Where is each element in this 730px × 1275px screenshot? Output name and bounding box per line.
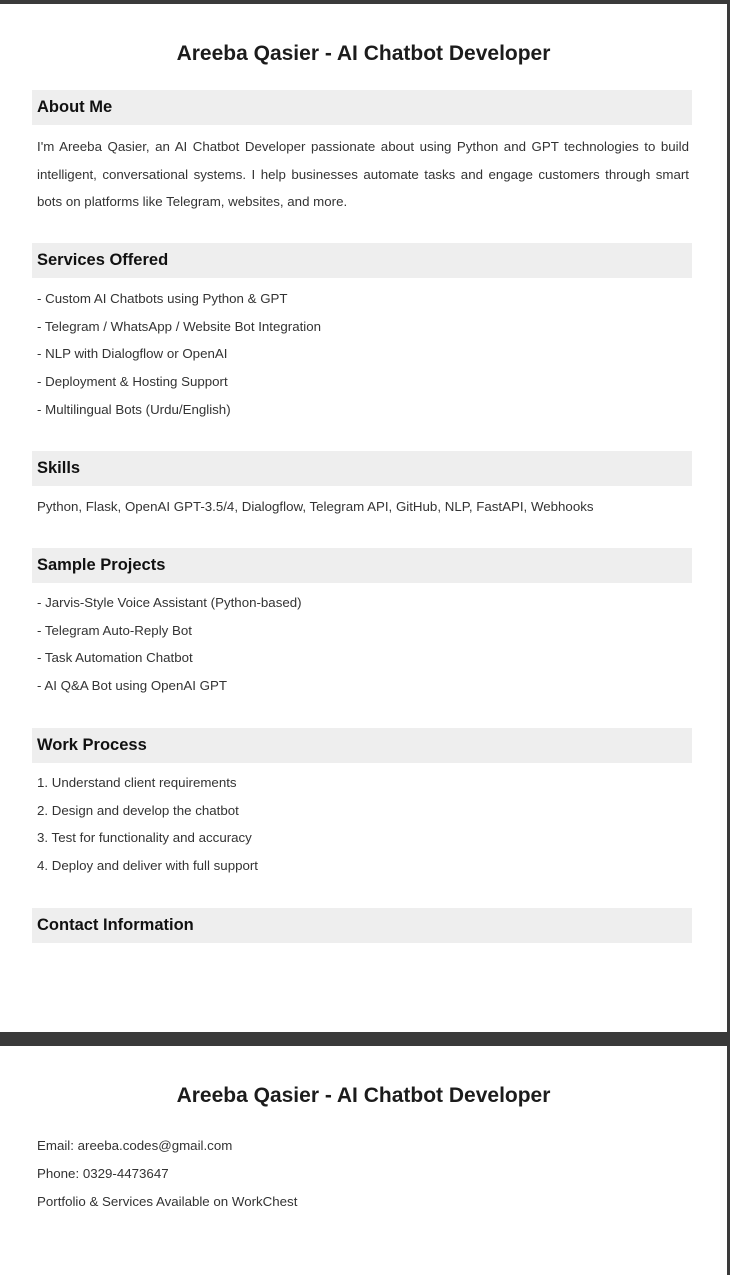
list-item: - NLP with Dialogflow or OpenAI <box>37 346 228 362</box>
list-item: - Telegram Auto-Reply Bot <box>37 622 192 638</box>
about-paragraph: I'm Areeba Qasier, an AI Chatbot Developer passionate about using Python and GPT technologies to build intelligent, conversational systems. I help businesses automate tasks and engage customers through smart bots on platforms like Telegram, websites, and more. <box>37 139 689 210</box>
document-page-1 <box>0 4 727 1032</box>
document-page-2 <box>0 1046 727 1275</box>
page-title: Areeba Qasier - AI Chatbot Developer <box>176 1084 551 1107</box>
list-item: 3. Test for functionality and accuracy <box>37 830 252 846</box>
list-item: 2. Design and develop the chatbot <box>37 802 239 818</box>
section-header-work-process: Work Process <box>32 728 692 763</box>
list-item: - Multilingual Bots (Urdu/English) <box>37 401 231 417</box>
page-title: Areeba Qasier - AI Chatbot Developer <box>176 42 551 65</box>
list-item: - Jarvis-Style Voice Assistant (Python-based) <box>37 595 302 610</box>
list-item: - Task Automation Chatbot <box>37 650 193 666</box>
section-header-projects: Sample Projects <box>32 548 692 583</box>
section-header-contact: Contact Information <box>32 908 692 943</box>
services-list <box>37 285 689 424</box>
section-header-services: Services Offered <box>32 243 692 278</box>
list-item: - Custom AI Chatbots using Python & GPT <box>37 291 288 306</box>
contact-email: Email: areeba.codes@gmail.com <box>37 1138 233 1153</box>
list-item: 1. Understand client requirements <box>37 775 237 790</box>
work-process-list <box>37 769 689 880</box>
contact-phone: Phone: 0329-4473647 <box>37 1166 169 1181</box>
list-item: - Deployment & Hosting Support <box>37 374 228 390</box>
list-item: 4. Deploy and deliver with full support <box>37 858 258 874</box>
section-header-skills: Skills <box>32 451 692 486</box>
section-header-about: About Me <box>32 90 692 125</box>
list-item: - Telegram / WhatsApp / Website Bot Integration <box>37 318 322 334</box>
skills-text: Python, Flask, OpenAI GPT-3.5/4, Dialogflow, Telegram API, GitHub, NLP, FastAPI, Webhooks <box>37 499 594 514</box>
list-item: - AI Q&A Bot using OpenAI GPT <box>37 678 227 694</box>
projects-list <box>37 589 689 700</box>
contact-portfolio: Portfolio & Services Available on WorkChest <box>37 1194 298 1209</box>
